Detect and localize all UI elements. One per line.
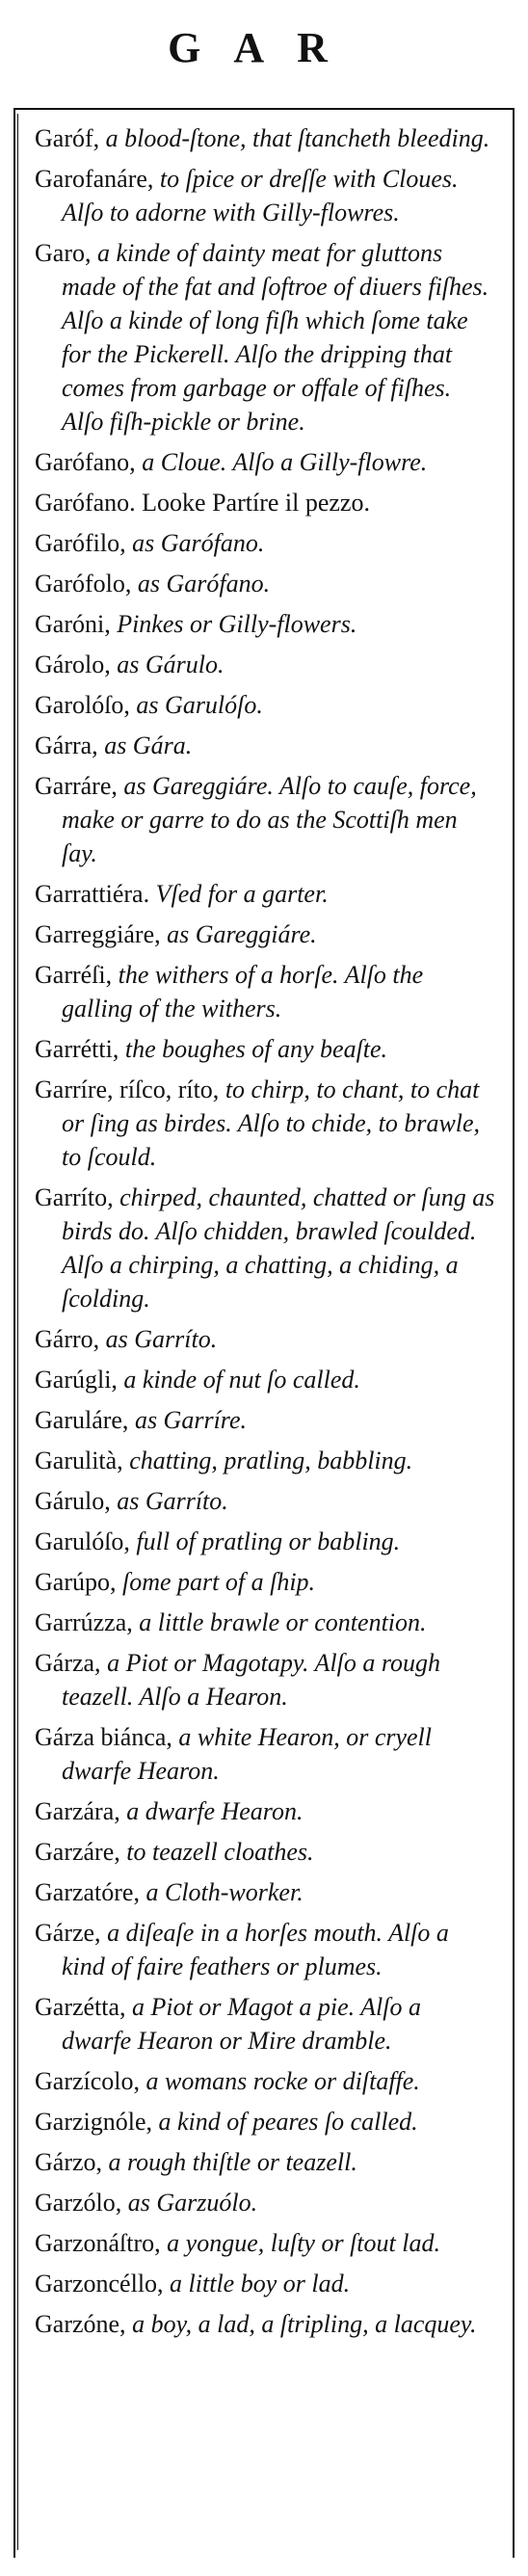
dictionary-entry bbox=[35, 1444, 495, 1477]
entry-definition: a white Hearon, or cryell dwarfe Hearon. bbox=[62, 1723, 433, 1785]
entry-definition: a kind of peares ſo called. bbox=[152, 2108, 418, 2136]
entry-headword: Garzétta, bbox=[35, 1993, 126, 2021]
entry-definition: as Garófano. bbox=[131, 570, 271, 598]
dictionary-entry bbox=[35, 1525, 495, 1558]
entry-definition: a dwarfe Hearon. bbox=[119, 1797, 304, 1825]
dictionary-column bbox=[35, 121, 495, 2348]
dictionary-entry bbox=[35, 1403, 495, 1437]
entry-definition: as Gárulo. bbox=[110, 651, 224, 678]
entry-definition: a Piot or Magot a pie. Alſo a dwarfe Hearon or Mire dramble. bbox=[62, 1993, 421, 2055]
dictionary-entry bbox=[35, 1322, 495, 1356]
entry-headword: Garulóſo, bbox=[35, 1527, 130, 1555]
dictionary-entry bbox=[35, 1565, 495, 1599]
entry-definition: ſome part of a ſhip. bbox=[116, 1568, 316, 1596]
dictionary-entry bbox=[35, 877, 495, 911]
dictionary-entry bbox=[35, 1073, 495, 1174]
dictionary-entry bbox=[35, 2105, 495, 2138]
dictionary-entry bbox=[35, 2226, 495, 2260]
dictionary-entry bbox=[35, 1875, 495, 1909]
entry-definition: a yongue, luſty or ſtout lad. bbox=[160, 2229, 440, 2257]
entry-headword: Garófano. Looke Partíre il pezzo. bbox=[35, 489, 370, 517]
entry-headword: Garzáre, bbox=[35, 1838, 120, 1866]
entry-headword: Garzatóre, bbox=[35, 1878, 140, 1906]
entry-headword: Garzóne, bbox=[35, 2310, 126, 2338]
entry-headword: Garuláre, bbox=[35, 1406, 129, 1434]
entry-definition: as Garríto. bbox=[99, 1325, 218, 1353]
entry-definition: a kinde of dainty meat for gluttons made of the fat and ſoftroe of diuers fiſhes. Alſo a kinde of long fiſh which ſome take for the Pickerell. Alſo the dripping that comes from garbage or offale of fiſhes. Alſo fiſh-pickle or brine. bbox=[62, 239, 489, 436]
page-title: GAR bbox=[168, 24, 360, 71]
entry-headword: Gárzo, bbox=[35, 2148, 103, 2176]
dictionary-entry bbox=[35, 121, 495, 155]
dictionary-entry bbox=[35, 1794, 495, 1828]
entry-definition: the withers of a horſe. Alſo the galling of the withers. bbox=[62, 961, 424, 1022]
entry-headword: Garófano, bbox=[35, 448, 136, 476]
dictionary-entry bbox=[35, 526, 495, 560]
entry-definition: Vſed for a garter. bbox=[149, 880, 329, 908]
entry-definition: a blood-ſtone, that ſtancheth bleeding. bbox=[99, 124, 490, 152]
entry-headword: Gárolo, bbox=[35, 651, 111, 678]
dictionary-entry bbox=[35, 917, 495, 951]
entry-headword: Garolóſo, bbox=[35, 691, 130, 719]
dictionary-entry bbox=[35, 1646, 495, 1713]
entry-headword: Gárulo, bbox=[35, 1487, 111, 1515]
dictionary-entry bbox=[35, 2064, 495, 2098]
dictionary-entry bbox=[35, 769, 495, 870]
entry-headword: Garúgli, bbox=[35, 1366, 118, 1394]
entry-headword: Garulità, bbox=[35, 1447, 123, 1474]
entry-definition: to chirp, to chant, to chat or ſing as birdes. Alſo to chide, to brawle, to ſcould. bbox=[62, 1076, 481, 1171]
entry-definition: as Garríre. bbox=[128, 1406, 247, 1434]
entry-headword: Garófolo, bbox=[35, 570, 132, 598]
entry-definition: chirped, chaunted, chatted or ſung as birds do. Alſo chidden, brawled ſcoulded. Alſo a chirping, a chatting, a chiding, a ſcolding. bbox=[62, 1183, 495, 1313]
entry-definition: a Piot or Magotapy. Alſo a rough teazell. Alſo a Hearon. bbox=[62, 1649, 441, 1711]
entry-definition: a Cloth-worker. bbox=[139, 1878, 304, 1906]
dictionary-entry bbox=[35, 2267, 495, 2300]
dictionary-entry bbox=[35, 1720, 495, 1788]
entry-definition: as Garzuólo. bbox=[121, 2189, 258, 2217]
entry-definition: a diſeaſe in a horſes mouth. Alſo a kind of faire feathers or plumes. bbox=[62, 1919, 449, 1980]
entry-definition: as Gareggiáre. Alſo to cauſe, force, make or garre to do as the Scottiſh men ſay. bbox=[62, 772, 477, 867]
entry-headword: Gárra, bbox=[35, 731, 98, 759]
entry-headword: Garzonáſtro, bbox=[35, 2229, 161, 2257]
dictionary-entry bbox=[35, 445, 495, 479]
entry-headword: Garúpo, bbox=[35, 1568, 117, 1596]
entry-definition: to teazell cloathes. bbox=[119, 1838, 314, 1866]
entry-definition: a kinde of nut ſo called. bbox=[117, 1366, 360, 1394]
dictionary-entry bbox=[35, 958, 495, 1025]
page-header bbox=[0, 0, 528, 71]
dictionary-entry bbox=[35, 2186, 495, 2219]
entry-headword: Garzára, bbox=[35, 1797, 120, 1825]
entry-headword: Garzícolo, bbox=[35, 2067, 141, 2095]
entry-headword: Gárza, bbox=[35, 1649, 101, 1677]
dictionary-entry bbox=[35, 1606, 495, 1639]
entry-headword: Garófilo, bbox=[35, 529, 126, 557]
entry-headword: Garrattiéra. bbox=[35, 880, 150, 908]
dictionary-entry bbox=[35, 162, 495, 229]
entry-definition: as Garríto. bbox=[110, 1487, 228, 1515]
entry-headword: Gárro, bbox=[35, 1325, 100, 1353]
dictionary-entry bbox=[35, 1835, 495, 1869]
entry-definition: full of pratling or babling. bbox=[129, 1527, 401, 1555]
dictionary-entry bbox=[35, 1181, 495, 1315]
dictionary-entry bbox=[35, 2307, 495, 2341]
dictionary-entry bbox=[35, 567, 495, 600]
entry-definition: a little brawle or contention. bbox=[132, 1608, 427, 1636]
entry-definition: a boy, a lad, a ſtripling, a lacquey. bbox=[125, 2310, 477, 2338]
entry-definition: a rough thiſtle or teazell. bbox=[102, 2148, 357, 2176]
entry-headword: Garóni, bbox=[35, 610, 111, 638]
dictionary-entry bbox=[35, 236, 495, 438]
dictionary-entry bbox=[35, 2145, 495, 2179]
entry-definition: a little boy or lad. bbox=[163, 2270, 351, 2297]
entry-definition: chatting, pratling, babbling. bbox=[122, 1447, 413, 1474]
entry-definition: a Cloue. Alſo a Gilly-flowre. bbox=[135, 448, 428, 476]
dictionary-entry bbox=[35, 648, 495, 681]
dictionary-entry bbox=[35, 1363, 495, 1396]
entry-definition: as Garulóſo. bbox=[129, 691, 263, 719]
entry-headword: Garríre, ríſco, ríto, bbox=[35, 1076, 220, 1103]
entry-headword: Garrúzza, bbox=[35, 1608, 133, 1636]
entry-headword: Gárza biánca, bbox=[35, 1723, 172, 1751]
entry-headword: Garzignóle, bbox=[35, 2108, 153, 2136]
dictionary-entry bbox=[35, 607, 495, 641]
dictionary-entry bbox=[35, 486, 495, 519]
dictionary-entry bbox=[35, 688, 495, 722]
entry-headword: Garóf, bbox=[35, 124, 100, 152]
entry-definition: as Garófano. bbox=[125, 529, 265, 557]
entry-definition: to ſpice or dreſſe with Cloues. Alſo to adorne with Gilly-flowres. bbox=[62, 165, 459, 226]
dictionary-entry bbox=[35, 1484, 495, 1518]
dictionary-entry bbox=[35, 1990, 495, 2058]
dictionary-entry bbox=[35, 1032, 495, 1066]
entry-definition: Pinkes or Gilly-flowers. bbox=[110, 610, 357, 638]
entry-headword: Gárze, bbox=[35, 1919, 101, 1947]
entry-headword: Garo, bbox=[35, 239, 92, 267]
entry-headword: Garzoncéllo, bbox=[35, 2270, 164, 2297]
entry-definition: the boughes of any beaſte. bbox=[119, 1035, 388, 1063]
dictionary-entry bbox=[35, 1916, 495, 1983]
entry-headword: Garzólo, bbox=[35, 2189, 122, 2217]
entry-definition: a womans rocke or diſtaffe. bbox=[140, 2067, 420, 2095]
entry-headword: Garrétti, bbox=[35, 1035, 119, 1063]
entry-headword: Garráre, bbox=[35, 772, 118, 800]
entry-definition: as Gára. bbox=[97, 731, 193, 759]
dictionary-entry bbox=[35, 729, 495, 762]
entry-headword: Garreggiáre, bbox=[35, 920, 161, 948]
entry-headword: Garofanáre, bbox=[35, 165, 154, 193]
entry-headword: Garréſi, bbox=[35, 961, 113, 989]
entry-headword: Garríto, bbox=[35, 1183, 114, 1211]
entry-definition: as Gareggiáre. bbox=[160, 920, 317, 948]
